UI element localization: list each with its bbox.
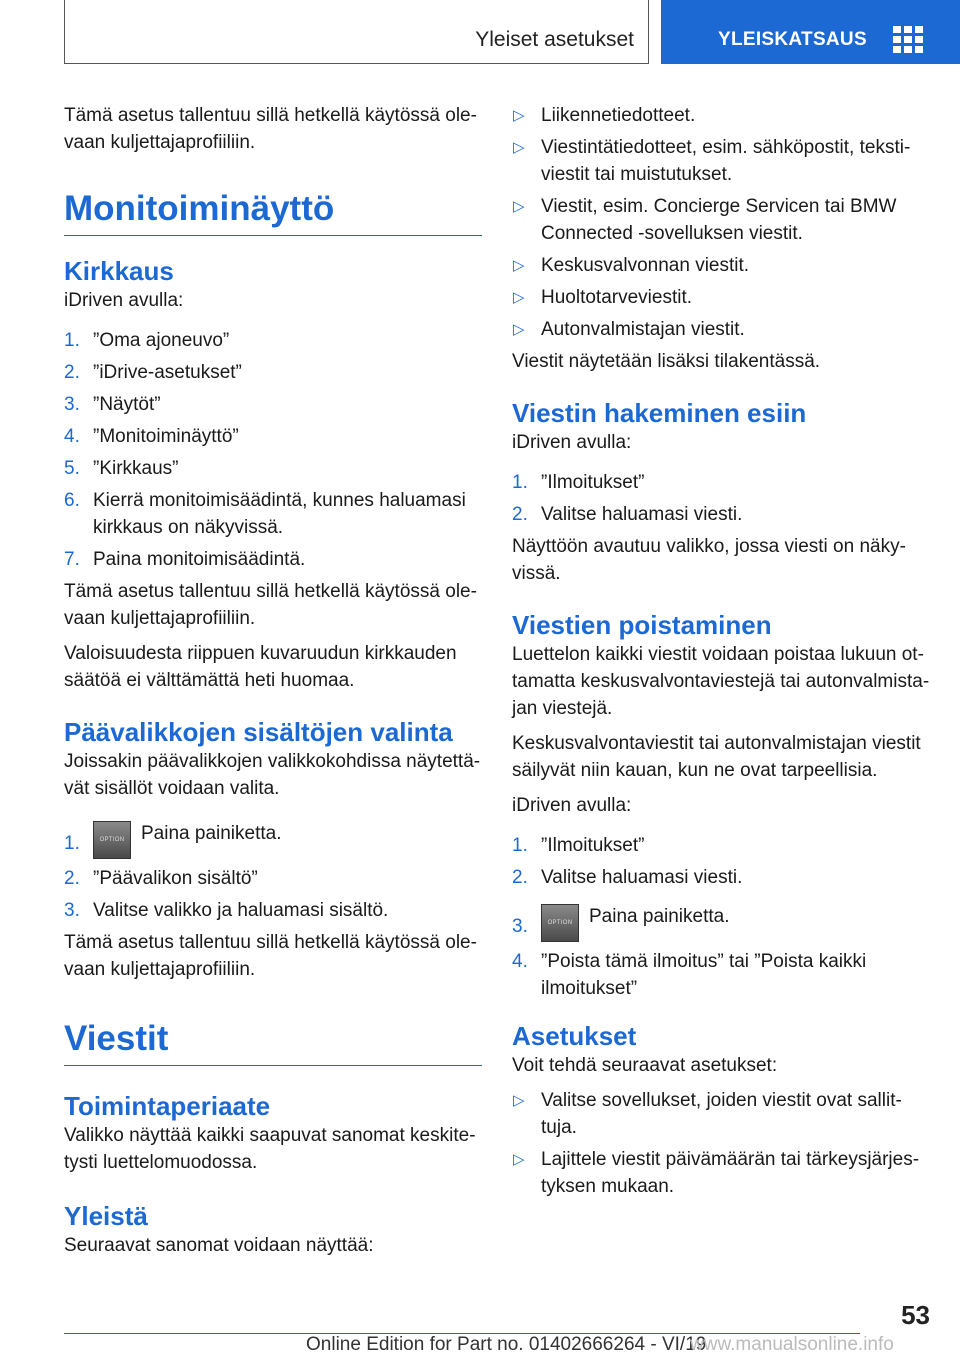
opens-paragraph: Näyttöön avautuu valikko, jossa viesti on näky-vissä. [512,536,906,584]
heading-menu-content: Päävalikkojen sisältöjen valinta [64,717,453,747]
list-item: ▷ Liikennetiedotteet. [513,105,696,126]
saved-note: Tämä asetus tallentuu sillä hetkellä käytössä ole-vaan kuljettajaprofiiliin. [64,932,477,980]
list-item: ▷ Huoltotarveviestit. [513,287,693,308]
list-item: 5. ”Kirkkaus” [64,458,179,479]
list-item: ▷ Keskusvalvonnan viestit. [513,255,750,276]
list-item: 1. OPTION Paina painiketta. [64,820,482,859]
fetch-steps [512,469,930,528]
saved-note: Tämä asetus tallentuu sillä hetkellä käytössä ole-vaan kuljettajaprofiiliin. [64,581,477,629]
message-types-list [512,102,930,343]
left-column [64,102,482,1267]
list-item: 4. ”Poista tämä ilmoitus” tai ”Poista kaikki ilmoitukset” [512,951,867,999]
list-item: 3. OPTION Paina painiketta. [512,903,930,942]
list-item: ▷ Valitse sovellukset, joiden viestit ovat sallit-tuja. [513,1090,902,1138]
list-item: ▷ Lajittele viestit päivämäärän tai tärkeysjärjes-tyksen mukaan. [513,1149,920,1197]
intro-paragraph: Tämä asetus tallentuu sillä hetkellä käytössä ole-vaan kuljettajaprofiiliin. [64,105,477,153]
overview-tab-label: YLEISKATSAUS [718,29,867,50]
grid-icon [893,26,923,53]
settings-list [512,1087,930,1200]
list-item: 2. Valitse haluamasi viesti. [512,867,743,888]
heading-general: Yleistä [64,1201,148,1231]
delete-steps [512,832,930,1002]
list-item: 6. Kierrä monitoimisäädintä, kunnes haluamasi kirkkaus on näkyvissä. [64,490,466,538]
heading-brightness: Kirkkaus [64,256,174,286]
page-number: 53 [901,1300,930,1330]
list-item: 1. ”Oma ajoneuvo” [64,330,230,351]
heading-fetch: Viestin hakeminen esiin [512,398,807,428]
heading-monitor: Monitoiminäyttö [64,189,482,236]
idrive-label: iDriven avulla: [64,290,184,311]
list-item: ▷ Viestintätiedotteet, esim. sähköpostit, teksti-viestit tai muistutukset. [513,137,911,185]
list-item: 2. ”Päävalikon sisältö” [64,868,258,889]
heading-settings: Asetukset [512,1021,637,1051]
list-item: 1. ”Ilmoitukset” [512,835,645,856]
heading-principle: Toimintaperiaate [64,1091,271,1121]
idrive-label: iDriven avulla: [512,795,632,816]
settings-paragraph: Voit tehdä seuraavat asetukset: [512,1055,778,1076]
light-note: Valoisuudesta riippuen kuvaruudun kirkkauden säätöä ei välttämättä heti huomaa. [64,643,457,691]
menu-steps [64,820,482,924]
watermark-text: www.manualsonline.info [690,1334,894,1355]
list-item: ▷ Viestit, esim. Concierge Servicen tai BMW Connected -sovelluksen viestit. [513,196,897,244]
delete-paragraph-2: Keskusvalvontaviestit tai autonvalmistajan viestit säilyvät niin kauan, kun ne ovat tarpeellisia. [512,733,921,781]
list-item: 2. Valitse haluamasi viesti. [512,504,743,525]
delete-paragraph-1: Luettelon kaikki viestit voidaan poistaa lukuun ot-tamatta keskusvalvontaviestejä tai autonvalmista-jan viestejä. [512,644,930,719]
heading-delete: Viestien poistaminen [512,610,772,640]
status-paragraph: Viestit näytetään lisäksi tilakentässä. [512,351,821,372]
overview-tab[interactable] [661,0,960,64]
list-item: 1. ”Ilmoitukset” [512,472,645,493]
section-title: Yleiset asetukset [475,28,634,51]
list-item: 2. ”iDrive-asetukset” [64,362,242,383]
list-item: 3. Valitse valikko ja haluamasi sisältö. [64,900,389,921]
menu-paragraph: Joissakin päävalikkojen valikkokohdissa näytettä-vät sisällöt voidaan valita. [64,751,481,799]
general-paragraph: Seuraavat sanomat voidaan näyttää: [64,1235,374,1256]
edition-text: Online Edition for Part no. 01402666264 - VI/19 [306,1334,707,1355]
list-item: 7. Paina monitoimisäädintä. [64,549,306,570]
list-item: 4. ”Monitoiminäyttö” [64,426,239,447]
idrive-label: iDriven avulla: [512,432,632,453]
option-button: OPTION [541,904,579,942]
header-section-box [64,0,649,64]
option-button: OPTION [93,821,131,859]
principle-paragraph: Valikko näyttää kaikki saapuvat sanomat keskite-tysti luettelomuodossa. [64,1125,476,1173]
list-item: 3. ”Näytöt” [64,394,161,415]
brightness-steps [64,327,482,573]
list-item: ▷ Autonvalmistajan viestit. [513,319,745,340]
right-column [512,102,930,1205]
heading-messages: Viestit [64,1019,482,1066]
